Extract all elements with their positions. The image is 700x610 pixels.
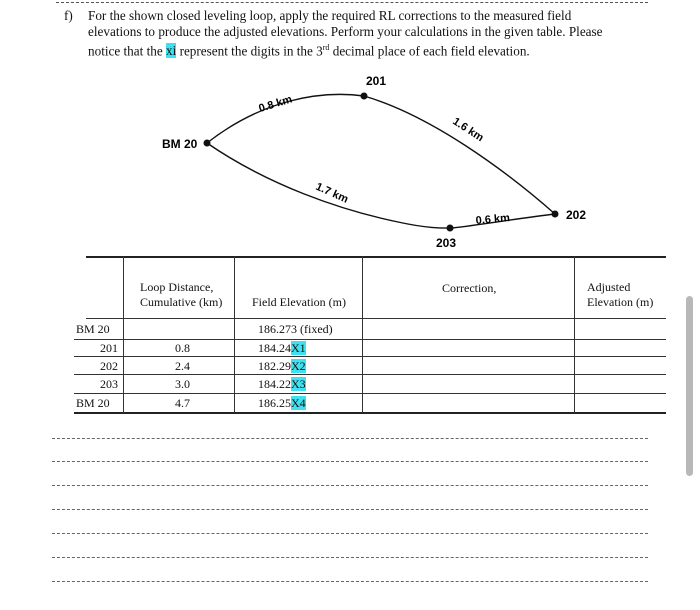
label-201: 201 [366,74,387,88]
station-cell: BM 20 [76,322,110,336]
distance-cell: 0.8 [175,341,190,355]
label-dist-1.7: 1.7 km [313,180,350,206]
x1-highlight: X1 [291,341,306,355]
answer-line [52,438,648,439]
station-cell: 201 [100,341,118,355]
vertical-scrollbar[interactable] [686,296,693,476]
answer-line [52,509,648,510]
answer-line [52,581,648,582]
header-correction: Correction, [442,281,497,295]
question-line-3c: decimal place of each field elevation. [329,43,530,59]
header-loop-cumulative: Cumulative (km) [140,295,223,309]
leveling-loop-diagram [0,0,700,260]
question-line-3a: notice that the [88,43,166,59]
distance-cell: 2.4 [175,359,190,373]
label-dist-0.6: 0.6 km [475,212,511,227]
station-cell: 203 [100,377,118,391]
question-number: f) [64,8,73,23]
station-cell: 202 [100,359,118,373]
x3-highlight: X3 [291,377,306,391]
x2-highlight: X2 [291,359,306,373]
answer-line [52,533,648,534]
superscript-rd: rd [322,43,330,52]
xi-highlight: xi [166,43,177,59]
header-adjusted: Adjusted [587,280,631,294]
station-bm20-dot [204,140,211,147]
question-line-2: elevations to produce the adjusted elevations. Perform your calculations in the given table. Please [88,24,603,39]
field-elevation-cell: 184.24X1 [258,341,306,355]
answer-line [52,557,648,558]
station-cell: BM 20 [76,396,110,410]
station-201-dot [361,93,368,100]
field-elevation-cell: 186.273 (fixed) [258,322,333,336]
field-elevation-cell: 182.29X2 [258,359,306,373]
station-203-dot [447,225,454,232]
field-elevation-cell: 184.22X3 [258,377,306,391]
label-bm20: BM 20 [162,137,198,151]
header-adjusted-elevation: Elevation (m) [587,295,654,309]
station-202-dot [552,211,559,218]
label-202: 202 [566,208,587,222]
x4-highlight: X4 [291,396,306,410]
label-dist-1.6: 1.6 km [450,115,486,145]
question-line-1: For the shown closed leveling loop, apply the required RL corrections to the measured field [88,8,572,23]
label-203: 203 [436,236,457,250]
header-loop-distance: Loop Distance, [140,280,214,294]
question-line-3b: represent the digits in the 3 [176,43,323,59]
distance-cell: 3.0 [175,377,190,391]
field-elevation-cell: 186.25X4 [258,396,306,410]
label-dist-0.8: 0.8 km [257,93,294,115]
header-field-elevation: Field Elevation (m) [252,295,346,309]
answer-line [52,485,648,486]
answer-line [52,461,648,462]
distance-cell: 4.7 [175,396,190,410]
